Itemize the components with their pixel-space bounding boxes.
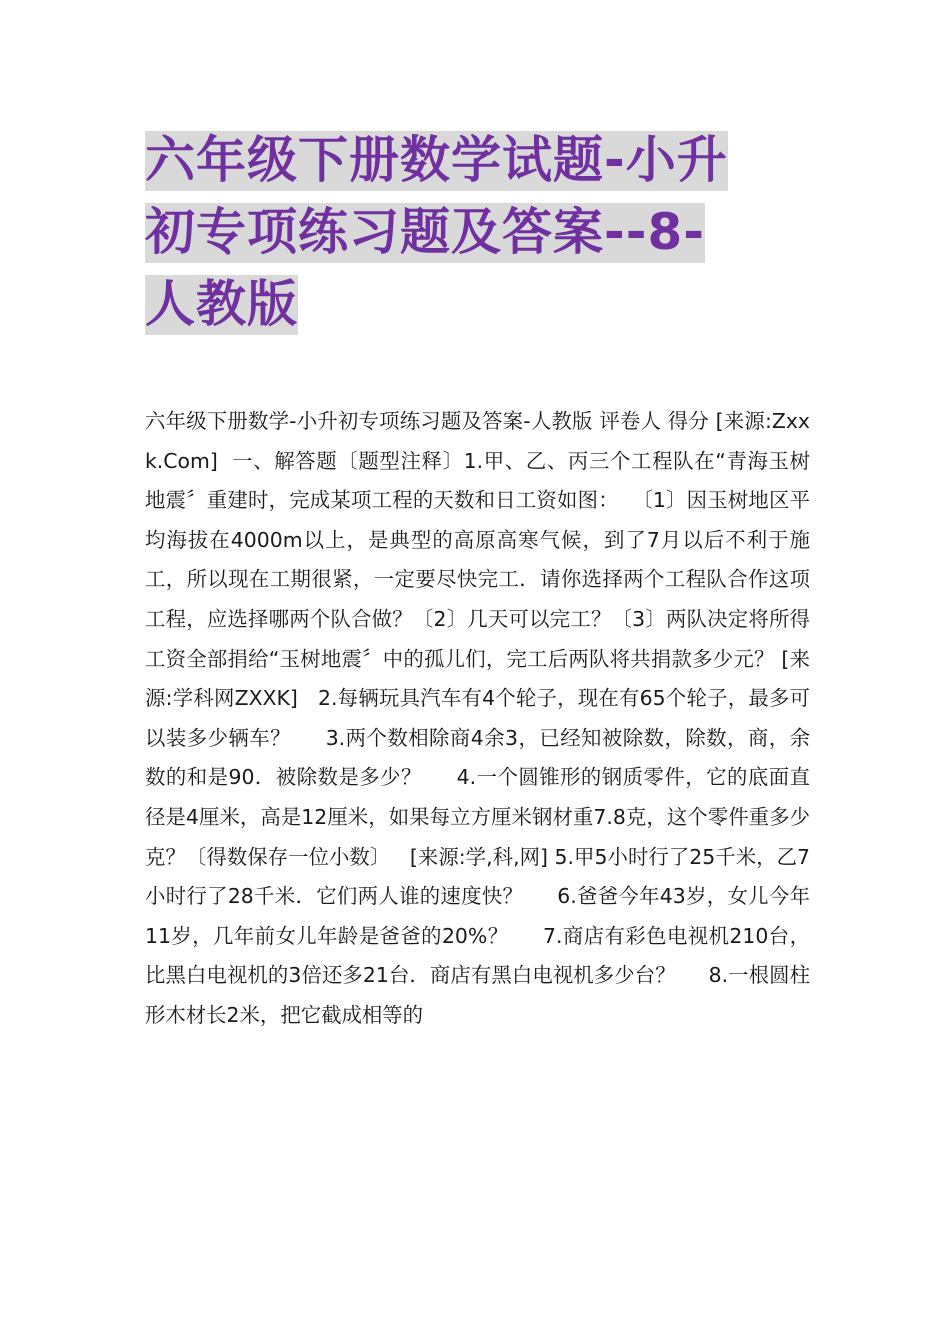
title-text-3: 人教版	[145, 275, 298, 333]
title-line-2	[145, 200, 810, 264]
body-paragraph: 六年级下册数学-小升初专项练习题及答案-人教版 评卷人 得分 [来源:Zxxk.Com] 一、解答题〔题型注释〕1.甲、乙、丙三个工程队在“青海玉树地震〞重建时，完成某项工程的天数和日工资如图： 〔1〕因玉树地区平均海拔在4000m以上，是典型的高原高寒气候，到了7月以后不利于施工，所以现在工期很紧，一定要尽快完工．请你选择两个工程队合作这项工程，应选择哪两个队合做？〔2〕几天可以完工？〔3〕两队决定将所得工资全部捐给“玉树地震〞中的孤儿们，完工后两队将共捐款多少元？ [来源:学科网ZXXK] 2.每辆玩具汽车有4个轮子，现在有65个轮子，最多可以装多少辆车？ 3.两个数相除商4余3，已经知被除数，除数，商，余数的和是90．被除数是多少？ 4.一个圆锥形的钢质零件，它的底面直径是4厘米，高是12厘米，如果每立方厘米钢材重7.8克，这个零件重多少克？〔得数保存一位小数〕 [来源:学,科,网] 5.甲5小时行了25千米，乙7小时行了28千米．它们两人谁的速度快？ 6.爸爸今年43岁，女儿今年11岁，几年前女儿年龄是爸爸的20%？ 7.商店有彩色电视机210台，比黑白电视机的3倍还多21台．商店有黑白电视机多少台？ 8.一根圆柱形木材长2米，把它截成相等的	[145, 409, 810, 1027]
title-text-2: 初专项练习题及答案--8-	[145, 203, 706, 261]
title-line-1	[145, 128, 810, 192]
title-line-3	[145, 272, 810, 336]
document-title	[145, 128, 810, 344]
title-text-1: 六年级下册数学试题-小升	[145, 131, 728, 189]
document-body	[145, 402, 810, 1036]
